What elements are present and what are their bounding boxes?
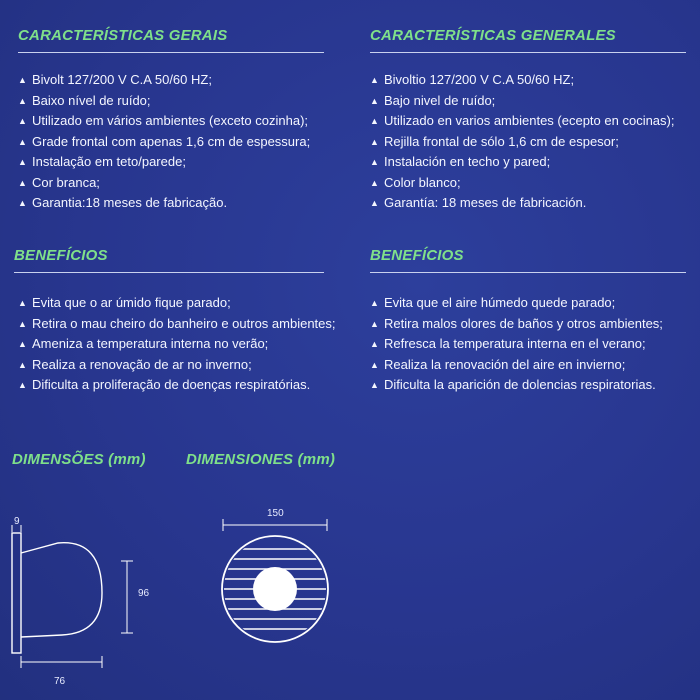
triangle-bullet-icon: ▲ xyxy=(370,136,379,147)
triangle-bullet-icon: ▲ xyxy=(18,298,27,308)
height-label: 96 xyxy=(138,588,150,599)
triangle-bullet-icon: ▲ xyxy=(370,116,379,126)
es-benefits-rule xyxy=(370,272,686,273)
triangle-bullet-icon: ▲ xyxy=(370,177,379,188)
depth-label: 76 xyxy=(54,676,66,687)
diameter-label: 150 xyxy=(267,508,284,519)
list-item: ▲ Evita que el aire húmedo quede parado; xyxy=(370,293,663,314)
grille-plate-shape xyxy=(12,533,21,653)
triangle-bullet-icon: ▲ xyxy=(370,95,379,106)
list-item: ▲ Bajo nivel de ruído; xyxy=(370,91,674,112)
es-dimensions-heading: DIMENSIONES (mm) xyxy=(186,451,336,468)
pt-dimensions-heading: DIMENSÕES (mm) xyxy=(12,451,146,468)
list-item: ▲ Garantía: 18 meses de fabricación. xyxy=(370,193,674,214)
triangle-bullet-icon: ▲ xyxy=(18,116,27,126)
es-benefits-list xyxy=(370,293,663,396)
list-item: ▲ Garantia:18 meses de fabricação. xyxy=(18,193,310,214)
triangle-bullet-icon: ▲ xyxy=(18,75,27,85)
pt-benefits-rule xyxy=(14,272,324,273)
list-item: ▲ Grade frontal com apenas 1,6 cm de espessura; xyxy=(18,132,310,153)
triangle-bullet-icon: ▲ xyxy=(18,177,27,188)
triangle-bullet-icon: ▲ xyxy=(18,339,27,349)
list-item: ▲ Retira o mau cheiro do banheiro e outros ambientes; xyxy=(18,314,336,335)
triangle-bullet-icon: ▲ xyxy=(18,136,27,147)
grille-center-hub xyxy=(253,567,297,611)
triangle-bullet-icon: ▲ xyxy=(370,298,379,308)
list-item: ▲ Bivoltio 127/200 V C.A 50/60 HZ; xyxy=(370,70,674,91)
list-item: ▲ Cor branca; xyxy=(18,173,310,194)
triangle-bullet-icon: ▲ xyxy=(370,198,379,208)
pt-benefits-list xyxy=(18,293,336,396)
front-view-diagram xyxy=(205,515,345,645)
triangle-bullet-icon: ▲ xyxy=(18,380,27,390)
triangle-bullet-icon: ▲ xyxy=(18,318,27,329)
triangle-bullet-icon: ▲ xyxy=(370,339,379,349)
list-item: ▲ Realiza la renovación del aire en invierno; xyxy=(370,355,663,376)
es-features-heading: CARACTERÍSTICAS GENERALES xyxy=(370,27,616,44)
list-item: ▲ Dificulta la aparición de dolencias respiratorias. xyxy=(370,375,663,396)
list-item: ▲ Retira malos olores de baños y otros ambientes; xyxy=(370,314,663,335)
list-item: ▲ Evita que o ar úmido fique parado; xyxy=(18,293,336,314)
list-item: ▲ Realiza a renovação de ar no inverno; xyxy=(18,355,336,376)
list-item: ▲ Baixo nível de ruído; xyxy=(18,91,310,112)
triangle-bullet-icon: ▲ xyxy=(370,318,379,329)
triangle-bullet-icon: ▲ xyxy=(18,157,27,167)
pt-features-heading: CARACTERÍSTICAS GERAIS xyxy=(18,27,228,44)
list-item: ▲ Color blanco; xyxy=(370,173,674,194)
triangle-bullet-icon: ▲ xyxy=(370,359,379,370)
list-item: ▲ Utilizado em vários ambientes (exceto cozinha); xyxy=(18,111,310,132)
list-item: ▲ Ameniza a temperatura interna no verão; xyxy=(18,334,336,355)
list-item: ▲ Instalación en techo y pared; xyxy=(370,152,674,173)
triangle-bullet-icon: ▲ xyxy=(370,75,379,85)
grille-depth-label: 9 xyxy=(14,516,20,527)
list-item: ▲ Dificulta a proliferação de doenças respiratórias. xyxy=(18,375,336,396)
pt-benefits-heading: BENEFÍCIOS xyxy=(14,247,108,264)
es-features-rule xyxy=(370,52,686,53)
es-features-list xyxy=(370,70,674,214)
triangle-bullet-icon: ▲ xyxy=(370,380,379,390)
pt-features-list xyxy=(18,70,310,214)
list-item: ▲ Instalação em teto/parede; xyxy=(18,152,310,173)
list-item: ▲ Bivolt 127/200 V C.A 50/60 HZ; xyxy=(18,70,310,91)
list-item: ▲ Refresca la temperatura interna en el verano; xyxy=(370,334,663,355)
es-benefits-heading: BENEFÍCIOS xyxy=(370,247,464,264)
list-item: ▲ Rejilla frontal de sólo 1,6 cm de espesor; xyxy=(370,132,674,153)
triangle-bullet-icon: ▲ xyxy=(18,95,27,106)
pt-features-rule xyxy=(18,52,324,53)
motor-body-shape xyxy=(21,543,102,637)
triangle-bullet-icon: ▲ xyxy=(370,157,379,167)
triangle-bullet-icon: ▲ xyxy=(18,198,27,208)
triangle-bullet-icon: ▲ xyxy=(18,359,27,370)
list-item: ▲ Utilizado en varios ambientes (ecepto en cocinas); xyxy=(370,111,674,132)
